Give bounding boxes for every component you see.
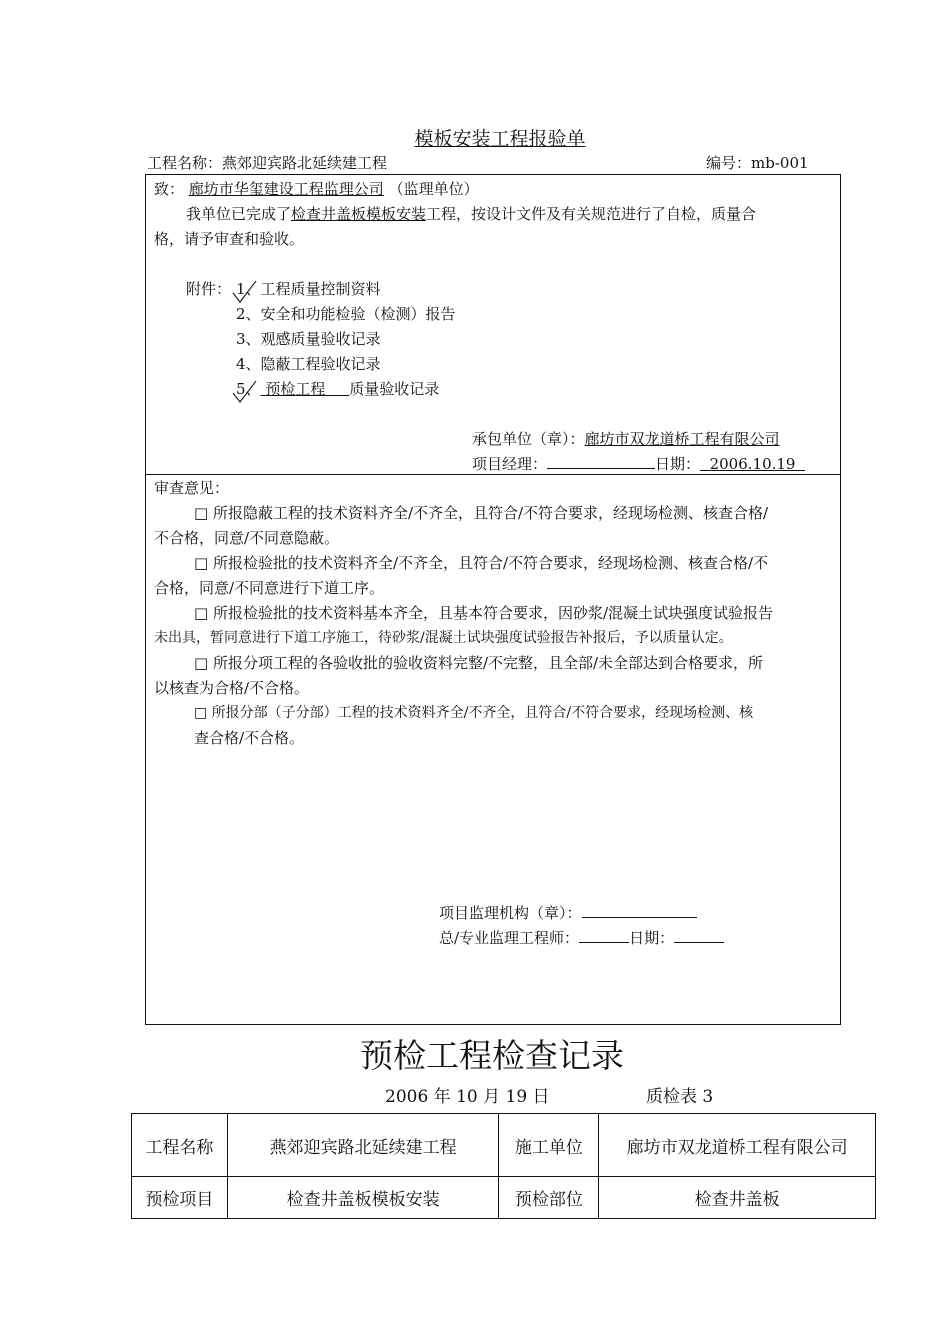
inspection-form-box: [145, 174, 841, 1025]
table-cell: 预检部位: [499, 1177, 599, 1219]
attachment-5: 5、 预检工程 质量验收记录: [236, 380, 440, 398]
checkmark-icon: [230, 279, 260, 305]
table-cell: 检查井盖板: [599, 1177, 876, 1219]
project-label: 工程名称：: [147, 154, 223, 172]
addressee-line: [154, 177, 834, 202]
record-form-number: 质检表 3: [646, 1087, 714, 1107]
attachment-5-fill: 预检工程: [265, 380, 326, 398]
review-item-1: □ 所报隐蔽工程的技术资料齐全/不齐全，且符合/不符合要求，经现场检测、核查合格/ 不合格，同意/不同意隐蔽。: [154, 504, 769, 547]
to-suffix: （监理单位）: [388, 180, 479, 198]
form-title: 模板安装工程报验单: [414, 128, 586, 150]
table-cell: 检查井盖板模板安装: [227, 1177, 499, 1219]
record-date: 2006 年 10 月 19 日: [385, 1087, 550, 1107]
supervision-company: 廊坊市华玺建设工程监理公司: [188, 180, 384, 198]
statement-line-2: 格，请予审查和验收。: [154, 230, 305, 248]
review-item-2: □ 所报检验批的技术资料齐全/不齐全，且符合/不符合要求，经现场检测、核查合格/不 合格，同意/不同意进行下道工序。: [154, 554, 769, 597]
table-cell: 廊坊市双龙道桥工程有限公司: [599, 1114, 876, 1177]
engineer-signature-blank: [579, 928, 629, 943]
statement-line-1: 我单位已完成了检查井盖板模板安装工程，按设计文件及有关规范进行了自检，质量合: [186, 205, 757, 223]
record-table: [131, 1113, 876, 1219]
project-name-line: [147, 152, 387, 173]
table-cell: 燕郊迎宾路北延续建工程: [227, 1114, 499, 1177]
table-cell: 施工单位: [499, 1114, 599, 1177]
form-number: mb-001: [751, 154, 809, 172]
contractor-name: 廊坊市双龙道桥工程有限公司: [584, 430, 780, 448]
table-cell: 工程名称: [132, 1114, 228, 1177]
form-number-line: [706, 152, 809, 173]
record-title: 预检工程检查记录: [360, 1036, 624, 1075]
review-date-blank: [674, 928, 724, 943]
review-item-4: □ 所报分项工程的各验收批的验收资料完整/不完整，且全部/未全部达到合格要求，所 以核查为合格/不合格。: [154, 654, 764, 697]
attachment-4: 4、隐蔽工程验收记录: [236, 355, 381, 373]
attachment-2: 2、安全和功能检验（检测）报告: [236, 305, 456, 323]
to-label: 致：: [154, 180, 185, 198]
submission-date: 2006.10.19: [709, 455, 796, 473]
supervision-org-line: 项目监理机构（章）：: [439, 901, 697, 926]
table-cell: 预检项目: [132, 1177, 228, 1219]
attachment-1: 1、工程质量控制资料: [236, 280, 381, 298]
supervision-org-blank: [582, 903, 697, 918]
attachments-label: 附件：: [186, 280, 232, 298]
checkmark-icon: [230, 379, 260, 405]
manager-signature-blank: [547, 454, 655, 469]
engineer-line: 总/专业监理工程师： 日期：: [439, 926, 724, 951]
review-label: 审查意见：: [154, 479, 230, 497]
contractor-line: 承包单位（章）：廊坊市双龙道桥工程有限公司: [472, 430, 780, 448]
number-label: 编号：: [706, 154, 752, 172]
table-row: [132, 1177, 876, 1219]
review-item-5: □ 所报分部（子分部）工程的技术资料齐全/不齐全，且符合/不符合要求，经现场检测、核 查合格/不合格。: [194, 705, 754, 747]
review-item-3: □ 所报检验批的技术资料基本齐全，且基本符合要求，因砂浆/混凝土试块强度试验报告 未出具，暂同意进行下道工序施工，待砂浆/混凝土试块强度试验报告补报后，予以质量认定。: [154, 604, 773, 646]
project-name: 燕郊迎宾路北延续建工程: [222, 154, 388, 172]
divider: [146, 474, 840, 475]
completed-work: 检查井盖板模板安装: [291, 205, 427, 223]
attachment-3: 3、观感质量验收记录: [236, 330, 381, 348]
table-row: [132, 1114, 876, 1177]
manager-line: 项目经理： 日期： 2006.10.19: [472, 452, 805, 477]
